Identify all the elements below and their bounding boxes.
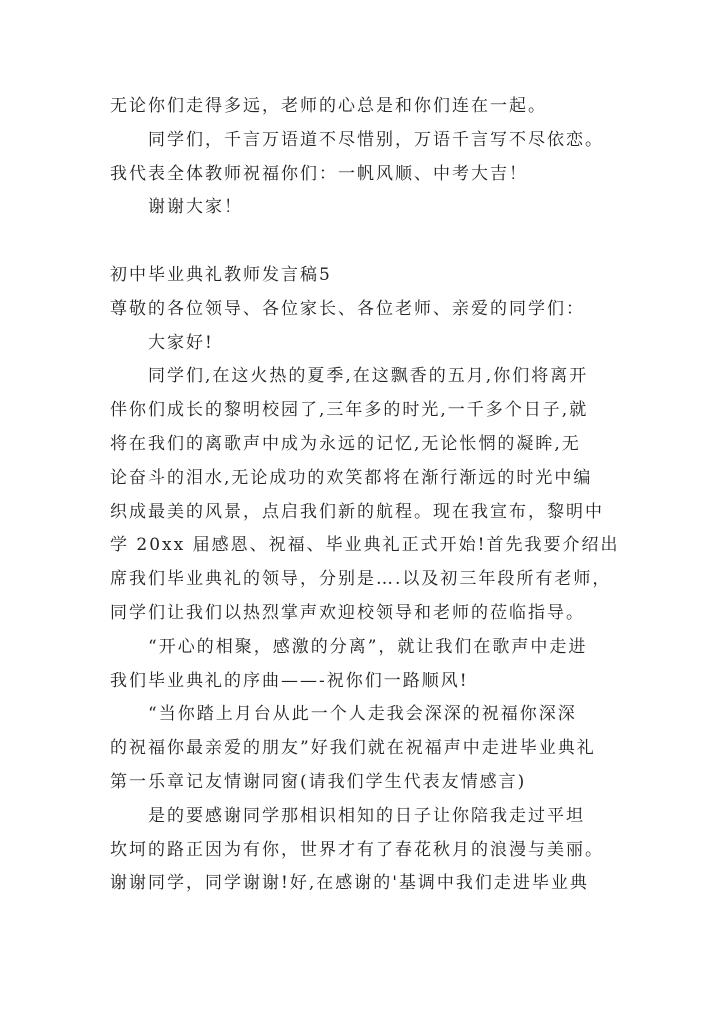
text-line: 伴你们成长的黎明校园了,三年多的时光,一千多个日子,就: [110, 400, 589, 421]
text-line: 坎坷的路正因为有你，世界才有了春花秋月的浪漫与美丽。: [110, 839, 604, 860]
text-line: 谢谢同学，同学谢谢!好,在感谢的'基调中我们走进毕业典: [110, 873, 589, 894]
blank-line: [110, 225, 650, 259]
text-line: 织成最美的风景，点启我们新的航程。现在我宣布，黎明中: [110, 501, 604, 522]
text-line: 初中毕业典礼教师发言稿5: [110, 264, 332, 285]
text-line: “开心的相聚，感激的分离”，就让我们在歌声中走进: [148, 636, 588, 657]
text-line: 论奋斗的泪水,无论成功的欢笑都将在渐行渐远的时光中编: [110, 467, 593, 488]
text-line: 谢谢大家！: [148, 197, 243, 218]
text-line: 我们毕业典礼的序曲——-祝你们一路顺风!: [110, 670, 469, 691]
text-line: 的祝福你最亲爱的朋友”好我们就在祝福声中走进毕业典礼: [110, 738, 596, 759]
text-line: 第一乐章记友情谢同窗(请我们学生代表友情感言): [110, 771, 527, 792]
text-line: 同学们让我们以热烈掌声欢迎校领导和老师的莅临指导。: [110, 602, 585, 623]
text-line: 同学们，千言万语道不尽惜别，万语千言写不尽依恋。: [148, 129, 604, 150]
text-line: “当你踏上月台从此一个人走我会深深的祝福你深深: [148, 704, 577, 725]
text-line: 尊敬的各位领导、各位家长、各位老师、亲爱的同学们：: [110, 298, 585, 319]
text-line: 是的要感谢同学那相识相知的日子让你陪我走过平坦: [148, 805, 585, 826]
text-line: 同学们,在这火热的夏季,在这飘香的五月,你们将离开: [148, 366, 589, 387]
document-page: [110, 90, 650, 901]
text-line: 席我们毕业典礼的领导，分别是….以及初三年段所有老师，: [110, 569, 612, 590]
text-line: 大家好!: [148, 332, 214, 353]
text-line: 学 20xx 届感恩、祝福、毕业典礼正式开始!首先我要介绍出: [110, 535, 620, 556]
text-line: 无论你们走得多远，老师的心总是和你们连在一起。: [110, 96, 547, 116]
text-line: 将在我们的离歌声中成为永远的记忆,无论怅惘的凝眸,无: [110, 433, 581, 454]
text-line: 我代表全体教师祝福你们：一帆风顺、中考大吉！: [110, 163, 528, 184]
